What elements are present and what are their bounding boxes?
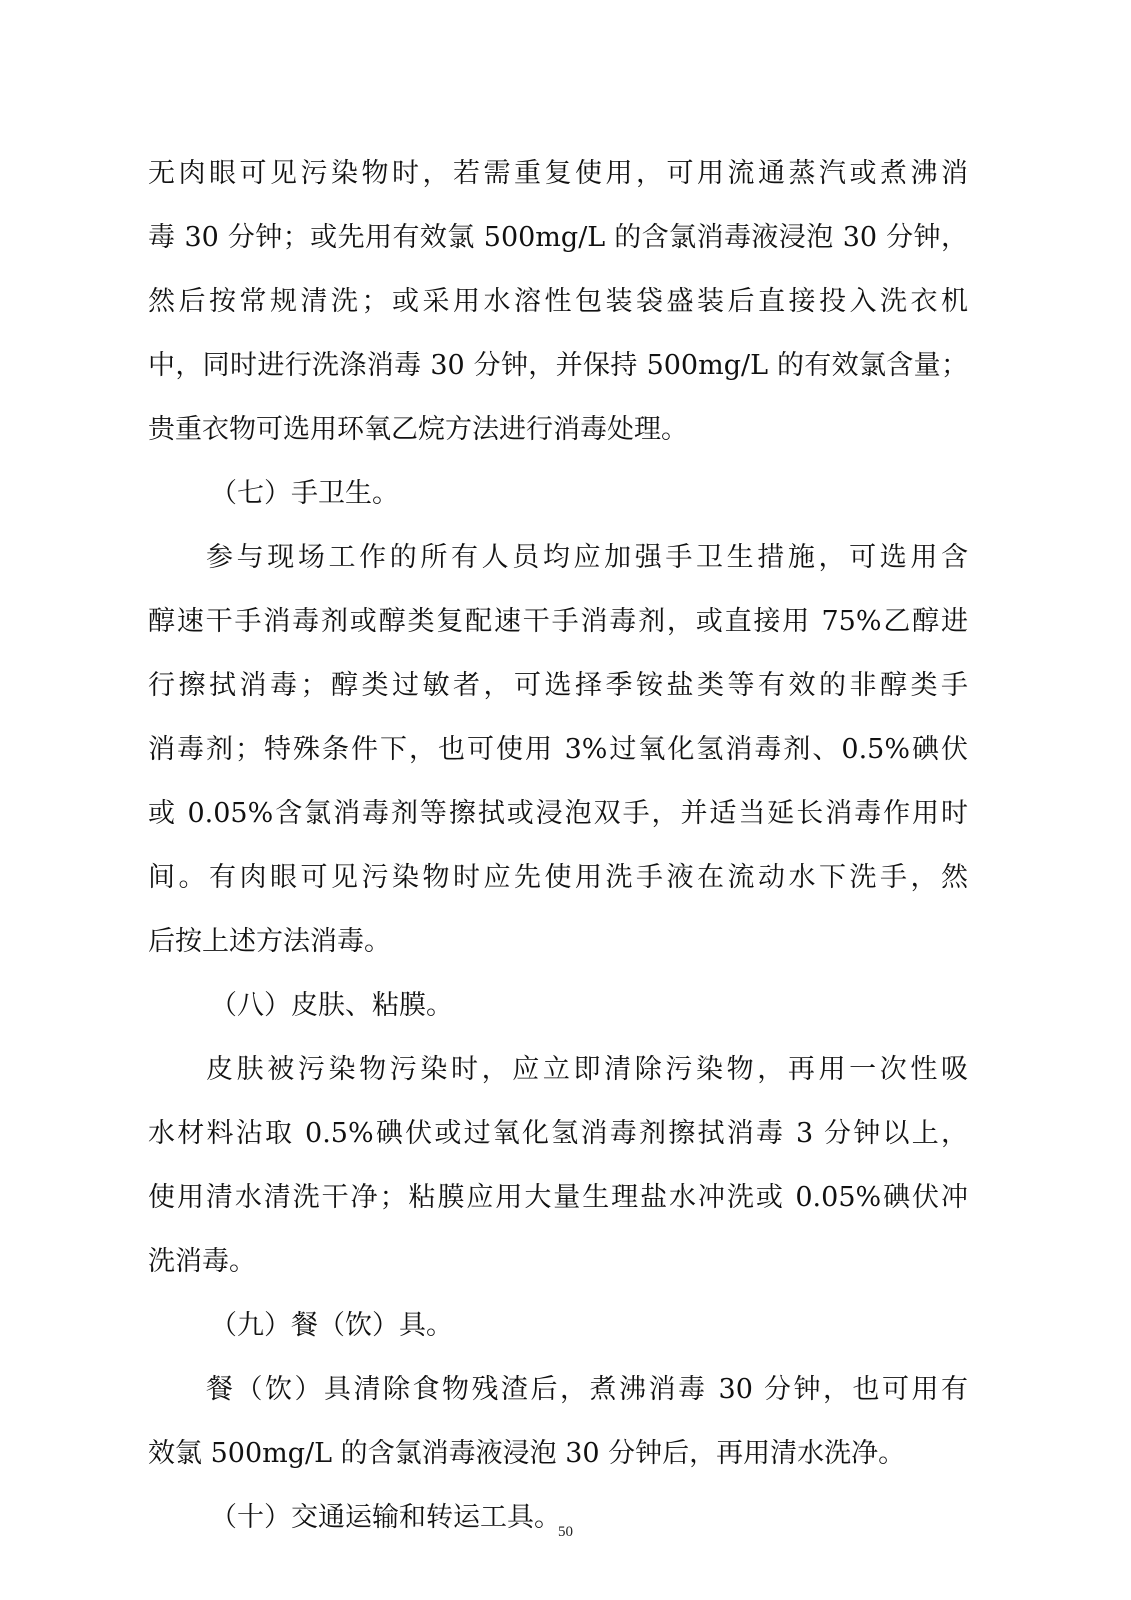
section-heading-9: （九）餐（饮）具。	[210, 1310, 453, 1341]
page-number: 50	[558, 1524, 573, 1540]
text-line: 使用清水清洗干净；粘膜应用大量生理盐水冲洗或 0.05%碘伏冲	[148, 1182, 968, 1213]
text-line: 水材料沾取 0.5%碘伏或过氧化氢消毒剂擦拭消毒 3 分钟以上，	[148, 1118, 968, 1149]
text-line: 间。有肉眼可见污染物时应先使用洗手液在流动水下洗手，然	[148, 862, 968, 893]
paragraph-first-line: 餐（饮）具清除食物残渣后，煮沸消毒 30 分钟，也可用有	[206, 1374, 968, 1405]
text-line: 贵重衣物可选用环氧乙烷方法进行消毒处理。	[148, 414, 688, 445]
paragraph-first-line: 参与现场工作的所有人员均应加强手卫生措施，可选用含	[206, 542, 968, 573]
text-line: 效氯 500mg/L 的含氯消毒液浸泡 30 分钟后，再用清水洗净。	[148, 1438, 906, 1469]
document-body	[148, 142, 968, 1550]
text-line: 洗消毒。	[148, 1246, 256, 1277]
section-heading-8: （八）皮肤、粘膜。	[210, 990, 453, 1021]
text-line: 或 0.05%含氯消毒剂等擦拭或浸泡双手，并适当延长消毒作用时	[148, 798, 968, 829]
text-line: 消毒剂；特殊条件下，也可使用 3%过氧化氢消毒剂、0.5%碘伏	[148, 734, 968, 765]
text-line: 然后按常规清洗；或采用水溶性包装袋盛装后直接投入洗衣机	[148, 286, 968, 317]
section-heading-10: （十）交通运输和转运工具。	[210, 1502, 561, 1533]
text-line: 行擦拭消毒；醇类过敏者，可选择季铵盐类等有效的非醇类手	[148, 670, 968, 701]
text-line: 毒 30 分钟；或先用有效氯 500mg/L 的含氯消毒液浸泡 30 分钟，	[148, 222, 968, 253]
text-line: 中，同时进行洗涤消毒 30 分钟，并保持 500mg/L 的有效氯含量；	[148, 350, 968, 381]
text-line: 醇速干手消毒剂或醇类复配速干手消毒剂，或直接用 75%乙醇进	[148, 606, 968, 637]
text-line: 后按上述方法消毒。	[148, 926, 391, 957]
paragraph-first-line: 皮肤被污染物污染时，应立即清除污染物，再用一次性吸	[206, 1054, 968, 1085]
text-line: 无肉眼可见污染物时，若需重复使用，可用流通蒸汽或煮沸消	[148, 158, 968, 189]
section-heading-7: （七）手卫生。	[210, 478, 399, 509]
